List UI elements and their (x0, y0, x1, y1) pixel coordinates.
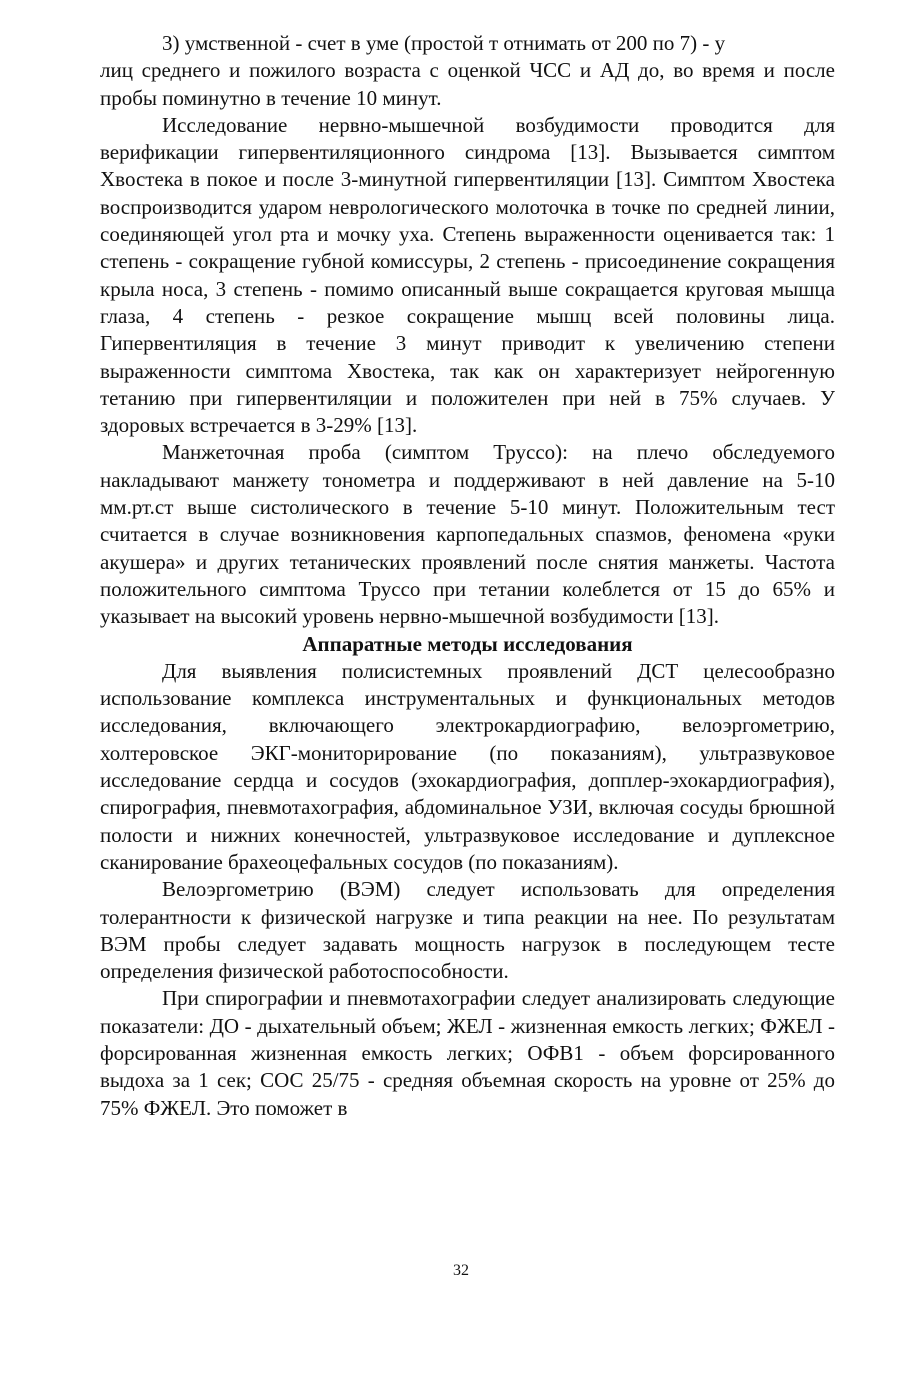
paragraph-spirography: При спирографии и пневмотахографии следует анализировать следующие показатели: ДО - дыхательный объем; ЖЕЛ - жизненная емкость легких; ФЖЕЛ - форсированная жизненная емкость легких; ОФВ1 - объем форсированного выдоха за 1 сек; СОС 25/75 - средняя объемная скорость на уровне от 25% до 75% ФЖЕЛ. Это поможет в (100, 986, 835, 1120)
paragraph-methods: Для выявления полисистемных проявлений ДСТ целесообразно использование комплекса инструментальных и функциональных методов исследования, включающего электрокардиографию, велоэргометрию, холтеровское ЭКГ-мониторирование (по показаниям), ультразвуковое исследование сердца и сосудов (эхокардиография, допплер-эхокардиография), спирография, пневмотахография, абдоминальное УЗИ, включая сосуды брюшной полости и нижних конечностей, ультразвуковое исследование и дуплексное сканирование брахеоцефальных сосудов (по показаниям). (100, 658, 835, 874)
paragraph-vem: Велоэргометрию (ВЭМ) следует использовать для определения толерантности к физической нагрузке и типа реакции на нее. По результатам ВЭМ пробы следует задавать мощность нагрузок в последующем тесте определения физической работоспособности. (100, 877, 835, 984)
paragraph-khvostek: Исследование нервно-мышечной возбудимости проводится для верификации гипервентиляционного синдрома [13]. Вызывается симптом Хвостека в покое и после 3-минутной гипервентиляции [13]. Симптом Хвостека воспроизводится ударом неврологического молоточка в точке по средней линии, соединяющей угол рта и мочку уха. Степень выраженности оценивается так: 1 степень - сокращение губной комиссуры, 2 степень - присоединение сокращения крыла носа, 3 степень - помимо описанный выше сокращается круговая мышца глаза, 4 степень - резкое сокращение мышц всей половины лица. Гипервентиляция в течение 3 минут приводит к увеличению степени выраженности симптома Хвостека, так как он характеризует нейрогенную тетанию при гипервентиляции и положителен при ней в 75% случаев. У здоровых встречается в 3-29% [13]. (100, 112, 835, 438)
document-page (100, 30, 835, 1122)
paragraph-trousseau: Манжеточная проба (симптом Труссо): на плечо обследуемого накладывают манжету тонометра и поддерживают в ней давление на 5-10 мм.рт.ст выше систолического в течение 5-10 минут. Положительным тест считается в случае возникновения карпопедальных спазмов, феномена «руки акушера» и других тетанических проявлений после снятия манжеты. Частота положительного симптома Труссо при тетании колеблется от 15 до 65% и указывает на высокий уровень нервно-мышечной возбудимости [13]. (100, 440, 835, 629)
page-number: 32 (453, 1262, 469, 1279)
section-heading: Аппаратные методы исследования (302, 631, 633, 656)
intro-continuation: лиц среднего и пожилого возраста с оценкой ЧСС и АД до, во время и после пробы поминутно в течение 10 минут. (100, 58, 835, 110)
intro-line: 3) умственной - счет в уме (простой т отнимать от 200 по 7) - у (162, 31, 726, 55)
